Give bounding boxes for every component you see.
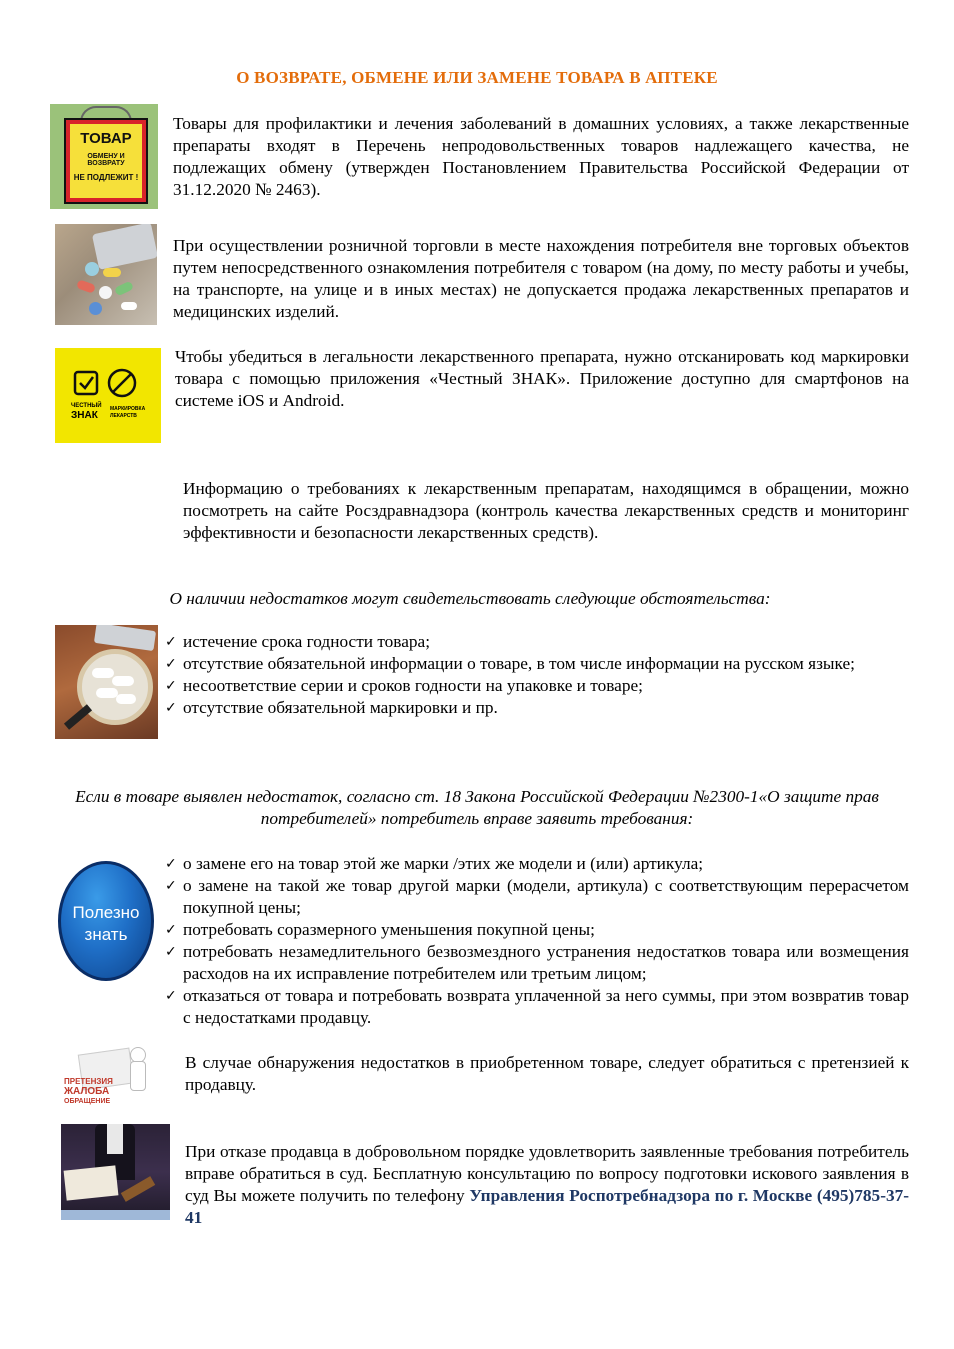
check-icon: ✓ xyxy=(165,878,177,894)
useful-line1: Полезно xyxy=(72,903,140,922)
check-icon: ✓ xyxy=(165,634,177,650)
paragraph-remote-trade: При осуществлении розничной торговли в месте нахождения потребителя вне торговых объектов путем непосредственного ознакомления потребителя с товаром (на дому, по месту работы и учебы, на транспорте, на улице и в иных местах) не допускается продажа лекарственных препаратов и медицинских изделий. xyxy=(173,236,909,321)
page-title: О ВОЗВРАТЕ, ОБМЕНЕ ИЛИ ЗАМЕНЕ ТОВАРА В АПТЕКЕ xyxy=(236,68,718,87)
list-item: ✓ отказаться от товара и потребовать возврата уплаченной за него суммы, при этом возвратив товар с недостатками продавцу. xyxy=(165,986,909,1027)
claim-line1: ПРЕТЕНЗИЯ xyxy=(64,1077,113,1086)
paragraph-court xyxy=(185,1141,909,1229)
list-item: ✓ потребовать соразмерного уменьшения покупной цены; xyxy=(165,920,595,939)
defects-list xyxy=(163,631,909,719)
paragraph-non-returnable: Товары для профилактики и лечения заболеваний в домашних условиях, а также лекарственные препараты входят в Перечень непродовольственных товаров надлежащего качества, не подлежащих обмену (утвержден Постановлением Правительства Российской Федерации от 31.12.2020 № 2463). xyxy=(173,114,909,199)
znak-icons xyxy=(55,348,161,443)
claim-line2: ЖАЛОБА xyxy=(64,1086,110,1097)
rospotrebnadzor-contact: Управления Роспотребнадзора по г. Москве (495)785-37-41 xyxy=(185,1186,909,1227)
check-icon: ✓ xyxy=(165,700,177,716)
no-return-sign-image xyxy=(50,104,158,209)
chestny-znak-logo xyxy=(55,348,161,443)
list-item: ✓ о замене на такой же товар другой марки (модели, артикула) с соответствующим перерасчетом покупной цены; xyxy=(165,876,909,917)
sign-line2: ОБМЕНУ И ВОЗВРАТУ xyxy=(87,153,125,167)
list-item: ✓ истечение срока годности товара; xyxy=(165,632,431,651)
list-item: ✓ отсутствие обязательной маркировки и пр. xyxy=(165,698,498,717)
check-icon: ✓ xyxy=(165,922,177,938)
check-icon: ✓ xyxy=(165,944,177,960)
court-judge-photo xyxy=(61,1124,170,1220)
rights-list xyxy=(163,853,909,1029)
court-text: При отказе продавца в добровольном порядке удовлетворить заявленные требования потребитель вправе обратиться в суд. Бесплатную консультацию по вопросу подготовки искового заявления в суд Вы можете получить по телефону xyxy=(185,1142,909,1205)
list-item: ✓ отсутствие обязательной информации о товаре, в том числе информации на русском языке; xyxy=(165,654,855,673)
check-icon: ✓ xyxy=(165,656,177,672)
paragraph-claim: В случае обнаружения недостатков в приобретенном товаре, следует обратиться с претензией к продавцу. xyxy=(185,1053,909,1094)
znak-right-top: МАРКИРОВКА xyxy=(110,406,146,412)
znak-left-top: ЧЕСТНЫЙ xyxy=(71,403,102,409)
pills-photo xyxy=(55,224,157,325)
check-icon: ✓ xyxy=(165,856,177,872)
useful-line2: знать xyxy=(84,925,128,944)
list-item: ✓ потребовать незамедлительного безвозмездного устранения недостатков товара или возмещения расходов на их исправление потребителем или третьим лицом; xyxy=(165,942,909,983)
claim-complaint-image xyxy=(60,1047,160,1109)
sign-line1: ТОВАР xyxy=(80,130,132,147)
claim-line3: ОБРАЩЕНИЕ xyxy=(64,1098,111,1105)
check-icon: ✓ xyxy=(165,678,177,694)
useful-to-know-badge xyxy=(58,855,154,987)
znak-right-bottom: ЛЕКАРСТВ xyxy=(110,413,137,419)
check-icon: ✓ xyxy=(165,988,177,1004)
paragraph-chestny-znak: Чтобы убедиться в легальности лекарственного препарата, нужно отсканировать код маркировки товара с помощью приложения «Честный ЗНАК». Приложение доступно для смартфонов на системе iOS и Android. xyxy=(175,347,909,410)
pills-magnifier-photo xyxy=(55,625,158,739)
rights-heading: Если в товаре выявлен недостаток, согласно ст. 18 Закона Российской Федерации №2300-1«О защите прав потребителей» потребитель вправе заявить требования: xyxy=(75,787,879,828)
sign-line3: НЕ ПОДЛЕЖИТ ! xyxy=(73,173,139,182)
paragraph-roszdravnadzor: Информацию о требованиях к лекарственным препаратам, находящимся в обращении, можно посмотреть на сайте Росздравнадзора (контроль качества лекарственных средств и мониторинг эффективности и безопасности лекарственных средств). xyxy=(183,479,909,542)
list-item: ✓ о замене его на товар этой же марки /этих же модели и (или) артикула; xyxy=(165,854,704,873)
defects-heading: О наличии недостатков могут свидетельствовать следующие обстоятельства: xyxy=(169,589,771,608)
znak-left-bottom: ЗНАК xyxy=(71,410,98,421)
list-item: ✓ несоответствие серии и сроков годности на упаковке и товаре; xyxy=(165,676,643,695)
